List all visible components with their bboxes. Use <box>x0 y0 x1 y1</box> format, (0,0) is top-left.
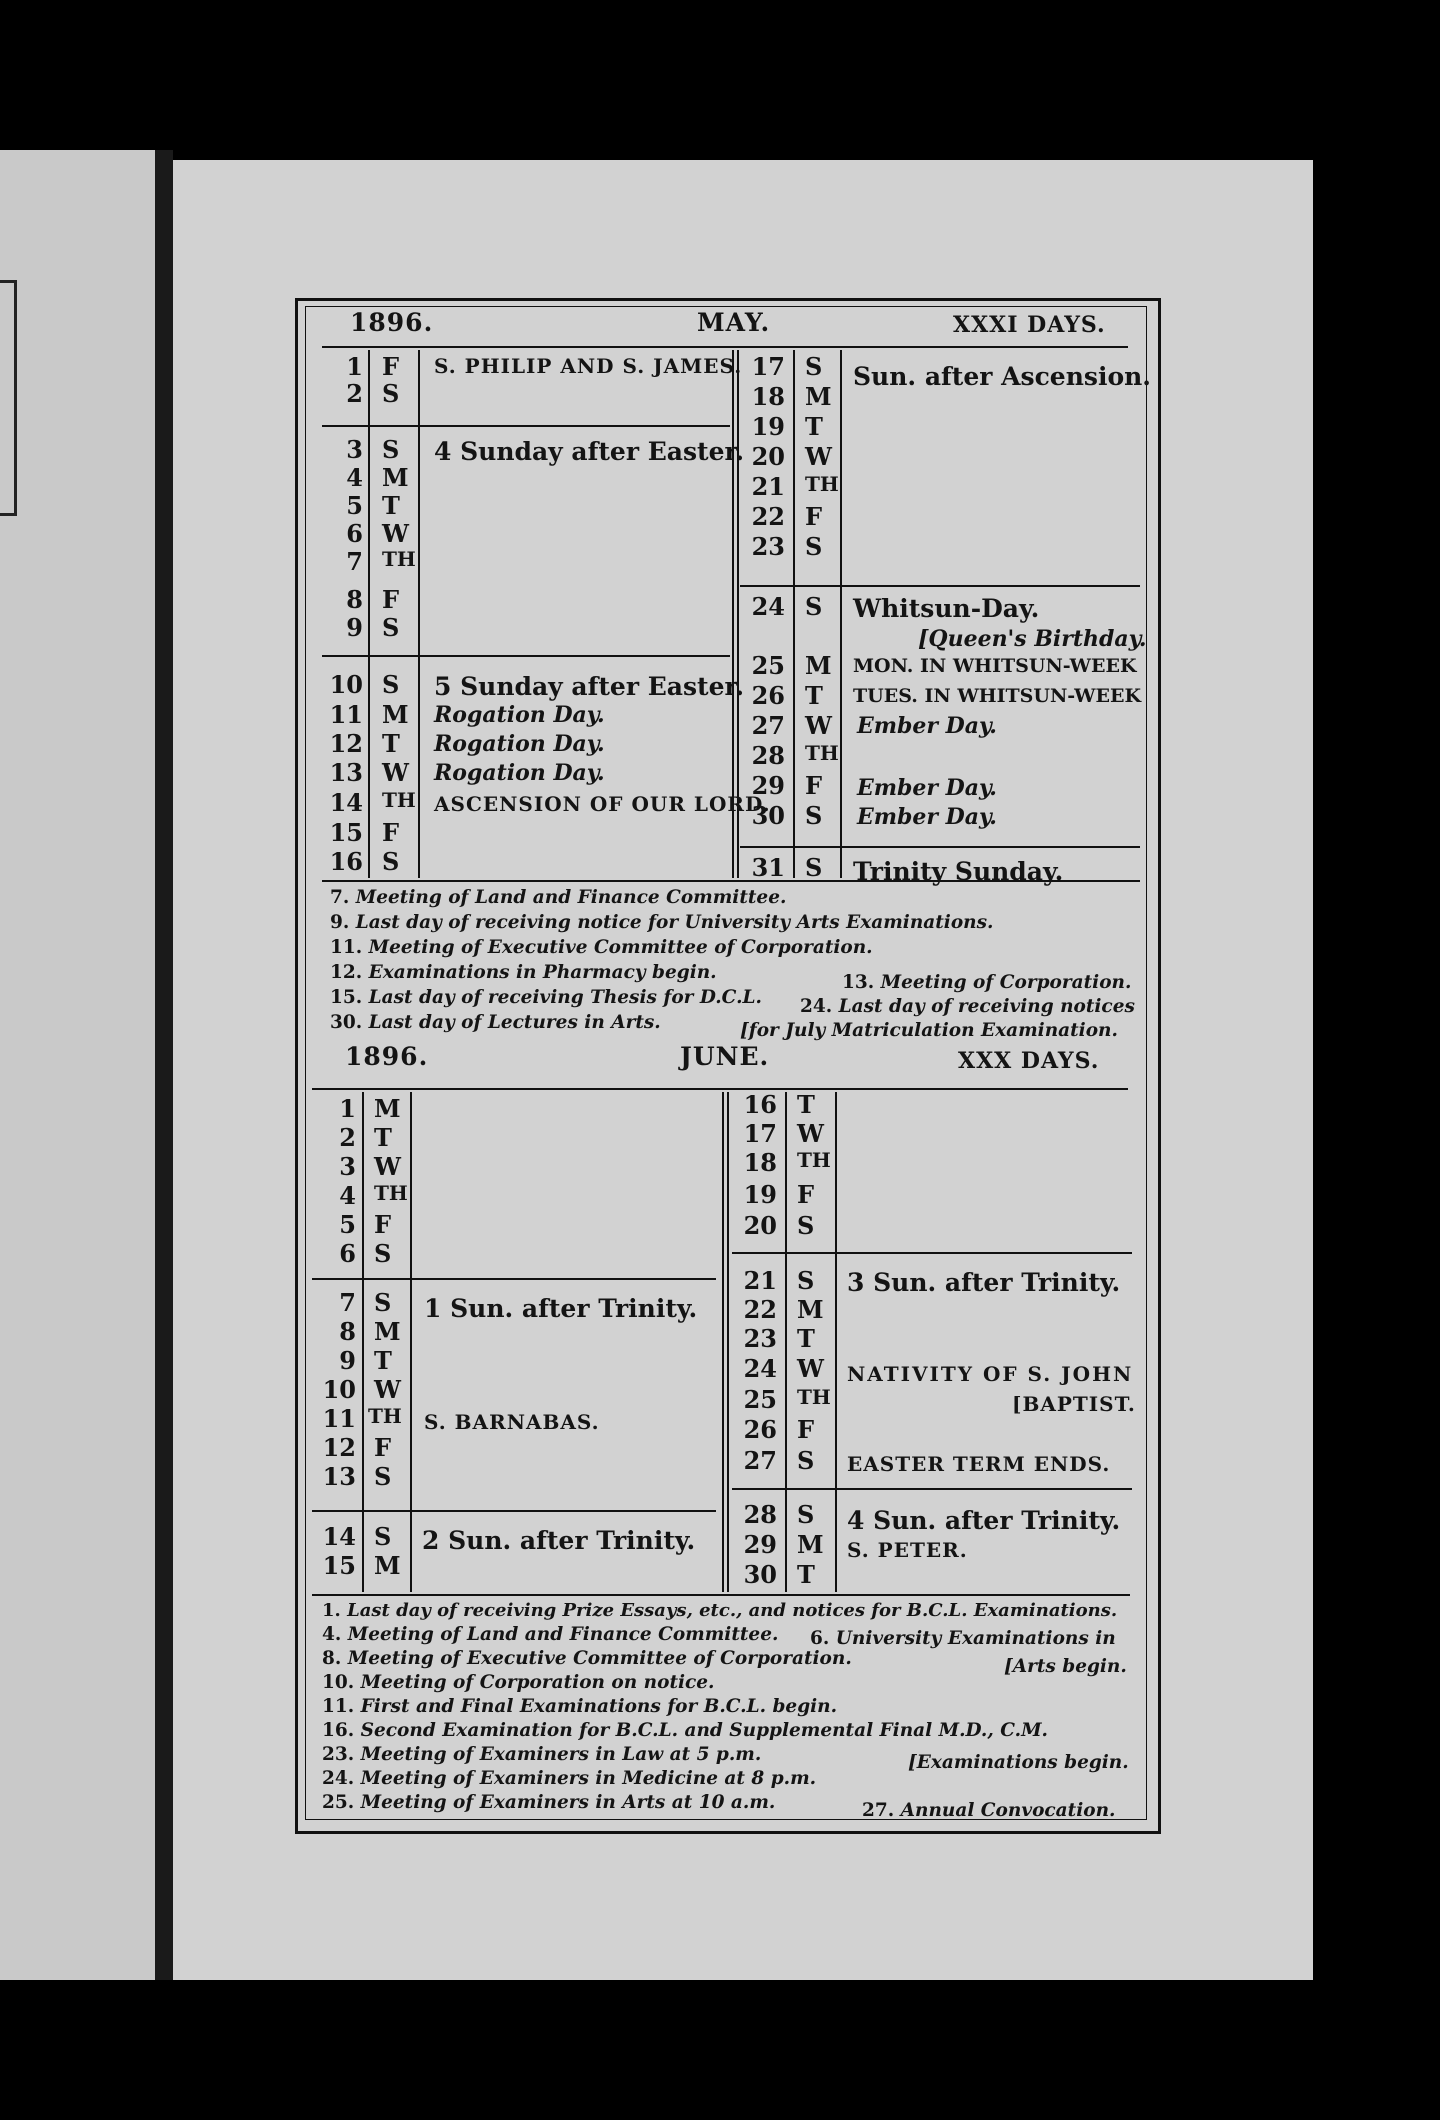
day-number: 24 <box>743 1354 777 1383</box>
june-week-rule <box>732 1252 1132 1254</box>
note-text: Meeting of Examiners in Arts at 10 a.m. <box>360 1792 776 1813</box>
day-number: 4 <box>339 1181 356 1210</box>
note-text: Examinations in Pharmacy begin. <box>368 962 717 983</box>
event-philip-james: S. PHILIP AND S. JAMES. <box>434 354 743 378</box>
weekday-letter: T <box>797 1324 815 1353</box>
note-text: Meeting of Land and Finance Committee. <box>347 1624 779 1645</box>
note-day: 24. <box>800 996 833 1017</box>
day-number: 28 <box>743 1500 777 1529</box>
may-note <box>330 887 786 908</box>
day-number: 8 <box>346 585 363 614</box>
note-day: 12. <box>330 962 363 983</box>
event-whitsun-day: Whitsun-Day. <box>853 594 1040 623</box>
day-number: 18 <box>751 382 785 411</box>
june-month: JUNE. <box>680 1042 770 1071</box>
day-number: 19 <box>743 1180 777 1209</box>
day-number: 25 <box>743 1385 777 1414</box>
june-note <box>322 1792 775 1813</box>
weekday-letter: F <box>805 771 823 800</box>
weekday-letter: TH <box>805 472 839 496</box>
weekday-letter: S <box>805 801 823 830</box>
weekday-letter: T <box>374 1123 392 1152</box>
weekday-letter: W <box>382 519 409 548</box>
day-number: 18 <box>743 1148 777 1177</box>
weekday-letter: S <box>797 1211 815 1240</box>
may-col-rule <box>418 350 420 878</box>
june-note <box>322 1624 778 1645</box>
event-5-sunday-after-easter: 5 Sunday after Easter. <box>434 672 745 701</box>
day-number: 30 <box>743 1560 777 1589</box>
note-text: Meeting of Land and Finance Committee. <box>355 887 787 908</box>
day-number: 13 <box>322 1462 356 1491</box>
day-number: 22 <box>751 502 785 531</box>
weekday-letter: S <box>382 379 400 408</box>
event-sun-after-ascension: Sun. after Ascension. <box>853 362 1151 391</box>
day-number: 12 <box>322 1433 356 1462</box>
note-day: 6. <box>810 1628 830 1649</box>
day-number: 5 <box>346 491 363 520</box>
weekday-letter: F <box>374 1210 392 1239</box>
event-rogation-day: Rogation Day. <box>434 702 605 728</box>
day-number: 15 <box>322 1551 356 1580</box>
weekday-letter: F <box>382 585 400 614</box>
weekday-letter: F <box>805 502 823 531</box>
day-number: 11 <box>322 1404 356 1433</box>
weekday-letter-sunday: S <box>374 1522 392 1551</box>
facing-page-border <box>0 280 17 516</box>
event-easter-term-ends: EASTER TERM ENDS. <box>847 1452 1111 1476</box>
weekday-letter: S <box>382 847 400 876</box>
day-number: 4 <box>346 463 363 492</box>
weekday-letter: T <box>805 681 823 710</box>
event-tues-whitsun-week: TUES. IN WHITSUN-WEEK <box>853 685 1141 707</box>
day-number: 8 <box>339 1317 356 1346</box>
day-number: 26 <box>743 1415 777 1444</box>
note-day: 13. <box>842 972 875 993</box>
weekday-letter: W <box>382 758 409 787</box>
day-number: 25 <box>751 651 785 680</box>
weekday-letter-sunday: S <box>805 853 823 882</box>
weekday-letter-sunday: S <box>382 670 400 699</box>
weekday-letter-sunday: S <box>382 435 400 464</box>
weekday-letter: S <box>382 613 400 642</box>
day-number: 23 <box>751 532 785 561</box>
note-day: 15. <box>330 987 363 1008</box>
note-text: [for July Matriculation Examination. <box>740 1020 1118 1041</box>
note-text: University Examinations in <box>835 1628 1116 1649</box>
note-text: Meeting of Examiners in Medicine at 8 p.m. <box>360 1768 817 1789</box>
day-number: 30 <box>751 801 785 830</box>
event-s-barnabas: S. BARNABAS. <box>424 1410 600 1434</box>
june-note <box>322 1600 1117 1621</box>
may-note <box>330 962 717 983</box>
day-number: 17 <box>751 352 785 381</box>
note-day: 23. <box>322 1744 355 1765</box>
day-number: 9 <box>346 613 363 642</box>
weekday-letter: TH <box>382 547 416 571</box>
day-number: 27 <box>751 711 785 740</box>
weekday-letter: W <box>374 1152 401 1181</box>
day-number: 14 <box>322 1522 356 1551</box>
event-ember-day: Ember Day. <box>857 804 997 830</box>
june-week-rule <box>312 1278 716 1280</box>
weekday-letter: S <box>374 1462 392 1491</box>
june-year: 1896. <box>345 1042 429 1071</box>
weekday-letter: W <box>805 711 832 740</box>
june-note <box>862 1800 1115 1821</box>
june-col-rule <box>835 1092 837 1592</box>
note-day: 8. <box>322 1648 342 1669</box>
may-note <box>330 937 873 958</box>
note-day: 30. <box>330 1012 363 1033</box>
weekday-letter: T <box>382 729 400 758</box>
note-day: 25. <box>322 1792 355 1813</box>
june-note <box>322 1672 715 1693</box>
note-text: Meeting of Corporation. <box>880 972 1132 993</box>
day-number: 29 <box>743 1530 777 1559</box>
weekday-letter: W <box>374 1375 401 1404</box>
day-number: 6 <box>346 519 363 548</box>
day-number: 16 <box>743 1090 777 1119</box>
weekday-letter: W <box>805 442 832 471</box>
event-mon-whitsun-week: MON. IN WHITSUN-WEEK <box>853 655 1137 677</box>
event-ascension: ASCENSION OF OUR LORD. <box>434 792 771 816</box>
day-number: 3 <box>346 435 363 464</box>
note-text: Meeting of Corporation on notice. <box>360 1672 715 1693</box>
weekday-letter: M <box>374 1094 401 1123</box>
day-number: 20 <box>743 1211 777 1240</box>
june-notes-rule <box>312 1594 1130 1596</box>
note-text: Annual Convocation. <box>900 1800 1116 1821</box>
note-text: Meeting of Examiners in Law at 5 p.m. <box>360 1744 762 1765</box>
weekday-letter: T <box>797 1560 815 1589</box>
weekday-letter: T <box>382 491 400 520</box>
june-col-rule <box>722 1092 724 1592</box>
june-col-rule <box>362 1092 364 1592</box>
weekday-letter: T <box>797 1090 815 1119</box>
day-number: 1 <box>339 1094 356 1123</box>
may-note <box>800 996 1135 1017</box>
day-number: 19 <box>751 412 785 441</box>
note-text: Last day of receiving notices <box>838 996 1135 1017</box>
day-number: 16 <box>329 847 363 876</box>
weekday-letter-sunday: S <box>797 1266 815 1295</box>
day-number: 26 <box>751 681 785 710</box>
note-day: 10. <box>322 1672 355 1693</box>
weekday-letter: T <box>805 412 823 441</box>
day-number: 7 <box>346 547 363 576</box>
event-4-sunday-after-easter: 4 Sunday after Easter. <box>434 437 745 466</box>
may-note <box>330 912 993 933</box>
weekday-letter: TH <box>368 1404 402 1428</box>
weekday-letter: S <box>805 532 823 561</box>
note-text: Meeting of Executive Committee of Corporation. <box>347 1648 852 1669</box>
weekday-letter: W <box>797 1354 824 1383</box>
june-note <box>810 1628 1116 1649</box>
june-note <box>322 1768 816 1789</box>
note-text: Last day of receiving Thesis for D.C.L. <box>368 987 762 1008</box>
june-note <box>322 1720 1048 1741</box>
note-text: Last day of receiving notice for University Arts Examinations. <box>355 912 994 933</box>
day-number: 21 <box>751 472 785 501</box>
may-col-rule <box>840 350 842 878</box>
day-number: 22 <box>743 1295 777 1324</box>
day-number: 12 <box>329 729 363 758</box>
weekday-letter: M <box>374 1317 401 1346</box>
event-rogation-day: Rogation Day. <box>434 760 605 786</box>
day-number: 1 <box>346 352 363 381</box>
event-ember-day: Ember Day. <box>857 775 997 801</box>
weekday-letter: M <box>382 700 409 729</box>
june-header-rule <box>312 1088 1128 1090</box>
weekday-letter: TH <box>374 1181 408 1205</box>
facing-page <box>0 150 160 1980</box>
may-note <box>330 1012 661 1033</box>
weekday-letter: M <box>374 1551 401 1580</box>
book-spine <box>155 150 173 1980</box>
day-number: 29 <box>751 771 785 800</box>
weekday-letter-sunday: S <box>374 1288 392 1317</box>
may-note <box>842 972 1131 993</box>
june-note <box>322 1744 761 1765</box>
day-number: 6 <box>339 1239 356 1268</box>
day-number: 15 <box>329 818 363 847</box>
event-ember-day: Ember Day. <box>857 713 997 739</box>
weekday-letter: M <box>797 1295 824 1324</box>
day-number: 11 <box>329 700 363 729</box>
weekday-letter: TH <box>805 741 839 765</box>
may-week-rule <box>740 585 1140 587</box>
day-number: 31 <box>751 853 785 882</box>
weekday-letter: F <box>797 1415 815 1444</box>
day-number: 10 <box>329 670 363 699</box>
day-number: 2 <box>339 1123 356 1152</box>
weekday-letter: M <box>382 463 409 492</box>
weekday-letter-sunday: S <box>805 592 823 621</box>
event-2-sun-after-trinity: 2 Sun. after Trinity. <box>422 1526 696 1555</box>
weekday-letter: S <box>797 1446 815 1475</box>
may-note <box>740 1020 1118 1041</box>
day-number: 28 <box>751 741 785 770</box>
may-note <box>330 987 762 1008</box>
note-day: 11. <box>322 1696 355 1717</box>
note-day: 16. <box>322 1720 355 1741</box>
may-week-rule <box>322 425 730 427</box>
weekday-letter: W <box>797 1119 824 1148</box>
day-number: 5 <box>339 1210 356 1239</box>
event-trinity-sunday: Trinity Sunday. <box>853 857 1064 886</box>
day-number: 3 <box>339 1152 356 1181</box>
event-s-peter: S. PETER. <box>847 1538 968 1562</box>
may-week-rule <box>740 846 1140 848</box>
weekday-letter: M <box>797 1530 824 1559</box>
day-number: 7 <box>339 1288 356 1317</box>
weekday-letter: F <box>382 352 400 381</box>
weekday-letter-sunday: S <box>797 1500 815 1529</box>
june-note <box>322 1648 852 1669</box>
note-day: 27. <box>862 1800 895 1821</box>
event-baptist: [BAPTIST. <box>1012 1392 1136 1416</box>
note-day: 1. <box>322 1600 341 1621</box>
note-day: 7. <box>330 887 350 908</box>
june-days-label: XXX DAYS. <box>958 1048 1100 1074</box>
day-number: 10 <box>322 1375 356 1404</box>
june-note <box>908 1752 1129 1773</box>
note-text: First and Final Examinations for B.C.L. begin. <box>360 1696 838 1717</box>
event-1-sun-after-trinity: 1 Sun. after Trinity. <box>424 1294 698 1323</box>
may-header-rule <box>322 346 1128 348</box>
note-text: Second Examination for B.C.L. and Supplemental Final M.D., C.M. <box>360 1720 1048 1741</box>
day-number: 21 <box>743 1266 777 1295</box>
event-3-sun-after-trinity: 3 Sun. after Trinity. <box>847 1268 1121 1297</box>
note-text: [Arts begin. <box>1004 1656 1127 1677</box>
day-number: 24 <box>751 592 785 621</box>
note-text: [Examinations begin. <box>908 1752 1129 1773</box>
june-week-rule <box>732 1488 1132 1490</box>
event-queens-birthday: [Queen's Birthday. <box>918 626 1147 652</box>
weekday-letter-sunday: S <box>805 352 823 381</box>
day-number: 20 <box>751 442 785 471</box>
note-day: 24. <box>322 1768 355 1789</box>
note-text: Last day of Lectures in Arts. <box>368 1012 661 1033</box>
june-week-rule <box>312 1510 716 1512</box>
weekday-letter: F <box>382 818 400 847</box>
note-day: 9. <box>330 912 350 933</box>
note-day: 11. <box>330 937 363 958</box>
weekday-letter: F <box>797 1180 815 1209</box>
weekday-letter: M <box>805 382 832 411</box>
event-nativity-s-john: NATIVITY OF S. JOHN <box>847 1362 1134 1386</box>
may-week-rule <box>322 655 730 657</box>
note-day: 4. <box>322 1624 342 1645</box>
day-number: 9 <box>339 1346 356 1375</box>
weekday-letter: TH <box>797 1385 831 1409</box>
may-days-label: XXXI DAYS. <box>953 312 1106 338</box>
day-number: 13 <box>329 758 363 787</box>
weekday-letter: T <box>374 1346 392 1375</box>
june-col-rule <box>785 1092 787 1592</box>
weekday-letter: TH <box>797 1148 831 1172</box>
event-4-sun-after-trinity: 4 Sun. after Trinity. <box>847 1506 1121 1535</box>
event-rogation-day: Rogation Day. <box>434 731 605 757</box>
day-number: 14 <box>329 788 363 817</box>
day-number: 23 <box>743 1324 777 1353</box>
may-col-rule <box>793 350 795 878</box>
day-number: 27 <box>743 1446 777 1475</box>
weekday-letter: M <box>805 651 832 680</box>
note-text: Last day of receiving Prize Essays, etc., and notices for B.C.L. Examinations. <box>347 1600 1118 1621</box>
weekday-letter: TH <box>382 788 416 812</box>
note-text: Meeting of Executive Committee of Corporation. <box>368 937 873 958</box>
may-col-rule <box>368 350 370 878</box>
june-col-rule <box>727 1092 729 1592</box>
june-note <box>1004 1656 1127 1677</box>
may-year: 1896. <box>350 308 434 337</box>
weekday-letter: F <box>374 1433 392 1462</box>
june-note <box>322 1696 837 1717</box>
may-month: MAY. <box>697 308 771 337</box>
june-col-rule <box>410 1092 412 1592</box>
day-number: 17 <box>743 1119 777 1148</box>
weekday-letter: S <box>374 1239 392 1268</box>
day-number: 2 <box>346 379 363 408</box>
